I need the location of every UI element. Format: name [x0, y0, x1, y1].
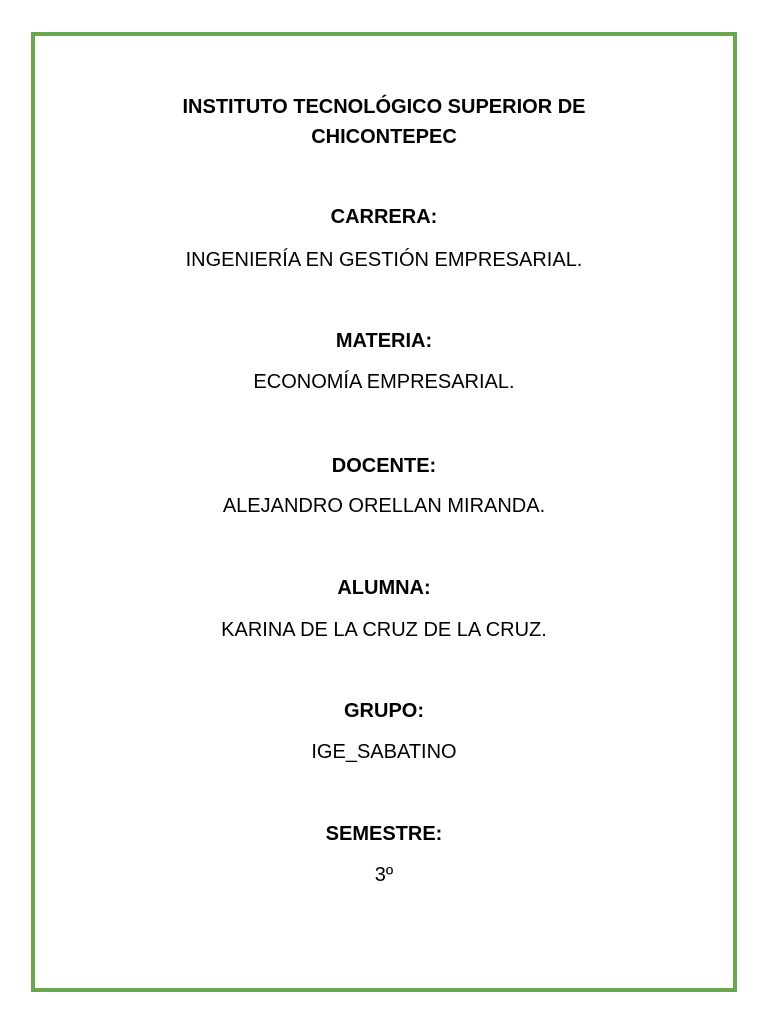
semestre-value: 3º [374, 864, 394, 886]
document-title [0, 92, 768, 152]
carrera-label: CARRERA: [330, 206, 438, 228]
materia-label: MATERIA: [335, 330, 433, 352]
grupo-label: GRUPO: [344, 700, 424, 722]
alumna-value: KARINA DE LA CRUZ DE LA CRUZ. [221, 619, 547, 641]
alumna-label: ALUMNA: [337, 577, 431, 599]
materia-value: ECONOMÍA EMPRESARIAL. [253, 371, 515, 393]
docente-label: DOCENTE: [331, 455, 437, 477]
semestre-label: SEMESTRE: [325, 823, 443, 845]
title-line-2: CHICONTEPEC [311, 126, 457, 148]
carrera-value: INGENIERÍA EN GESTIÓN EMPRESARIAL. [185, 249, 583, 271]
title-line-1: INSTITUTO TECNOLÓGICO SUPERIOR DE [182, 96, 586, 118]
grupo-value: IGE_SABATINO [311, 741, 457, 763]
docente-value: ALEJANDRO ORELLAN MIRANDA. [222, 495, 546, 517]
